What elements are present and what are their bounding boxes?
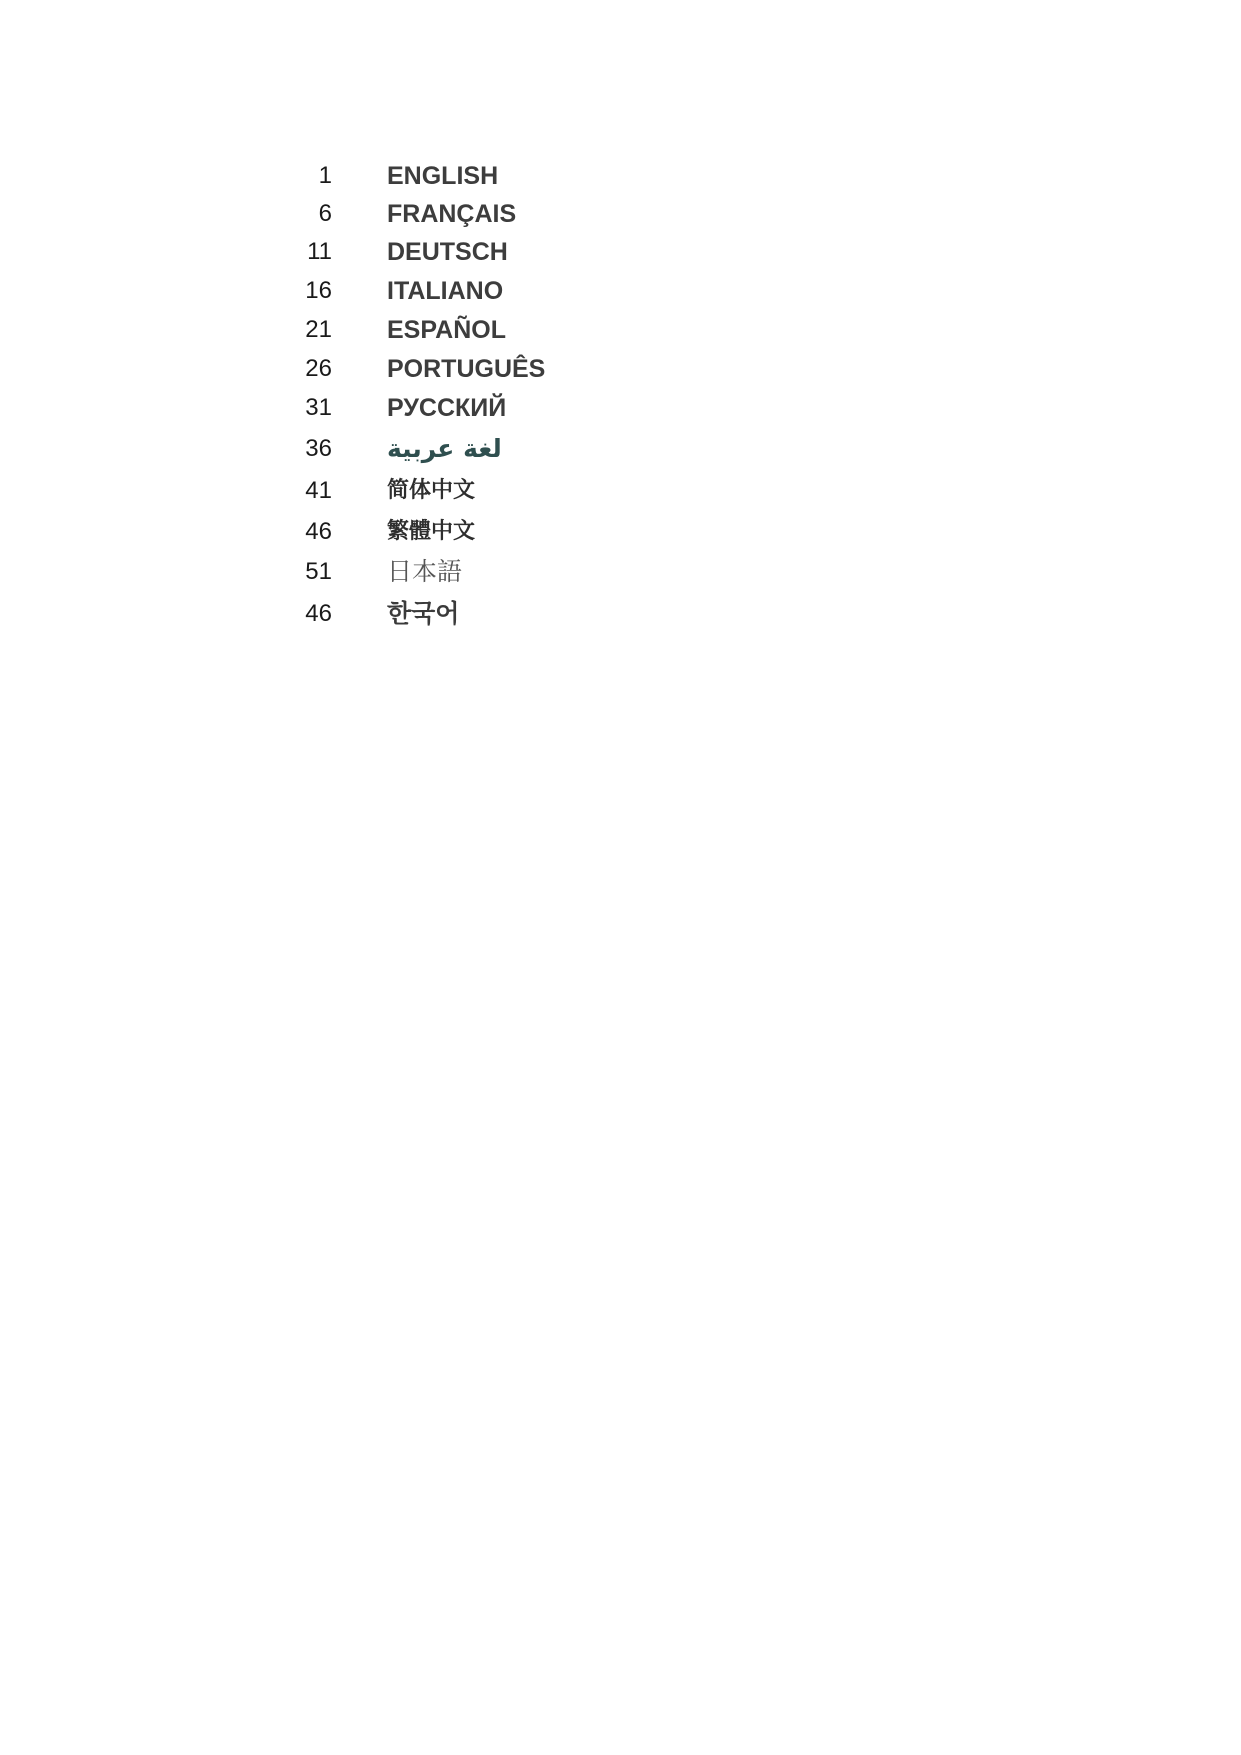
language-label: 繁體中文 [387,519,476,544]
page-number: 46 [305,518,332,545]
language-label: 日本語 [387,557,463,586]
language-label: لغة عربية [387,434,502,463]
toc-entry-portuguese[interactable] [270,350,870,390]
page-number: 41 [305,477,332,504]
toc-entry-italian[interactable] [270,272,870,312]
language-label: 简体中文 [387,478,476,503]
language-label: ITALIANO [387,277,504,305]
page-number: 26 [305,355,332,382]
page-number: 51 [305,558,332,585]
toc-entry-french[interactable] [270,195,870,235]
toc-entry-arabic[interactable] [270,430,870,470]
language-label: ESPAÑOL [387,316,506,344]
page-number: 11 [307,238,332,265]
language-label: 한국어 [387,599,460,628]
page-number: 46 [305,600,332,627]
toc-entry-traditional-chinese[interactable] [270,513,870,553]
page-number: 21 [305,316,332,343]
toc-entry-japanese[interactable] [270,553,870,593]
page-number: 6 [318,200,332,227]
language-label: DEUTSCH [387,238,508,266]
language-label: ENGLISH [387,162,499,190]
toc-entry-spanish[interactable] [270,311,870,351]
toc-entry-english[interactable] [270,157,870,197]
toc-entry-german[interactable] [270,233,870,273]
toc-entry-russian[interactable] [270,389,870,429]
toc-entry-korean[interactable] [270,595,870,635]
language-label: FRANÇAIS [387,200,517,228]
toc-entry-simplified-chinese[interactable] [270,472,870,512]
language-label: РУССКИЙ [387,394,507,422]
page-number: 1 [318,162,332,189]
language-label: PORTUGUÊS [387,355,546,383]
page-number: 16 [305,277,332,304]
page-number: 36 [305,435,332,462]
page-number: 31 [305,394,332,421]
language-index [270,0,870,720]
